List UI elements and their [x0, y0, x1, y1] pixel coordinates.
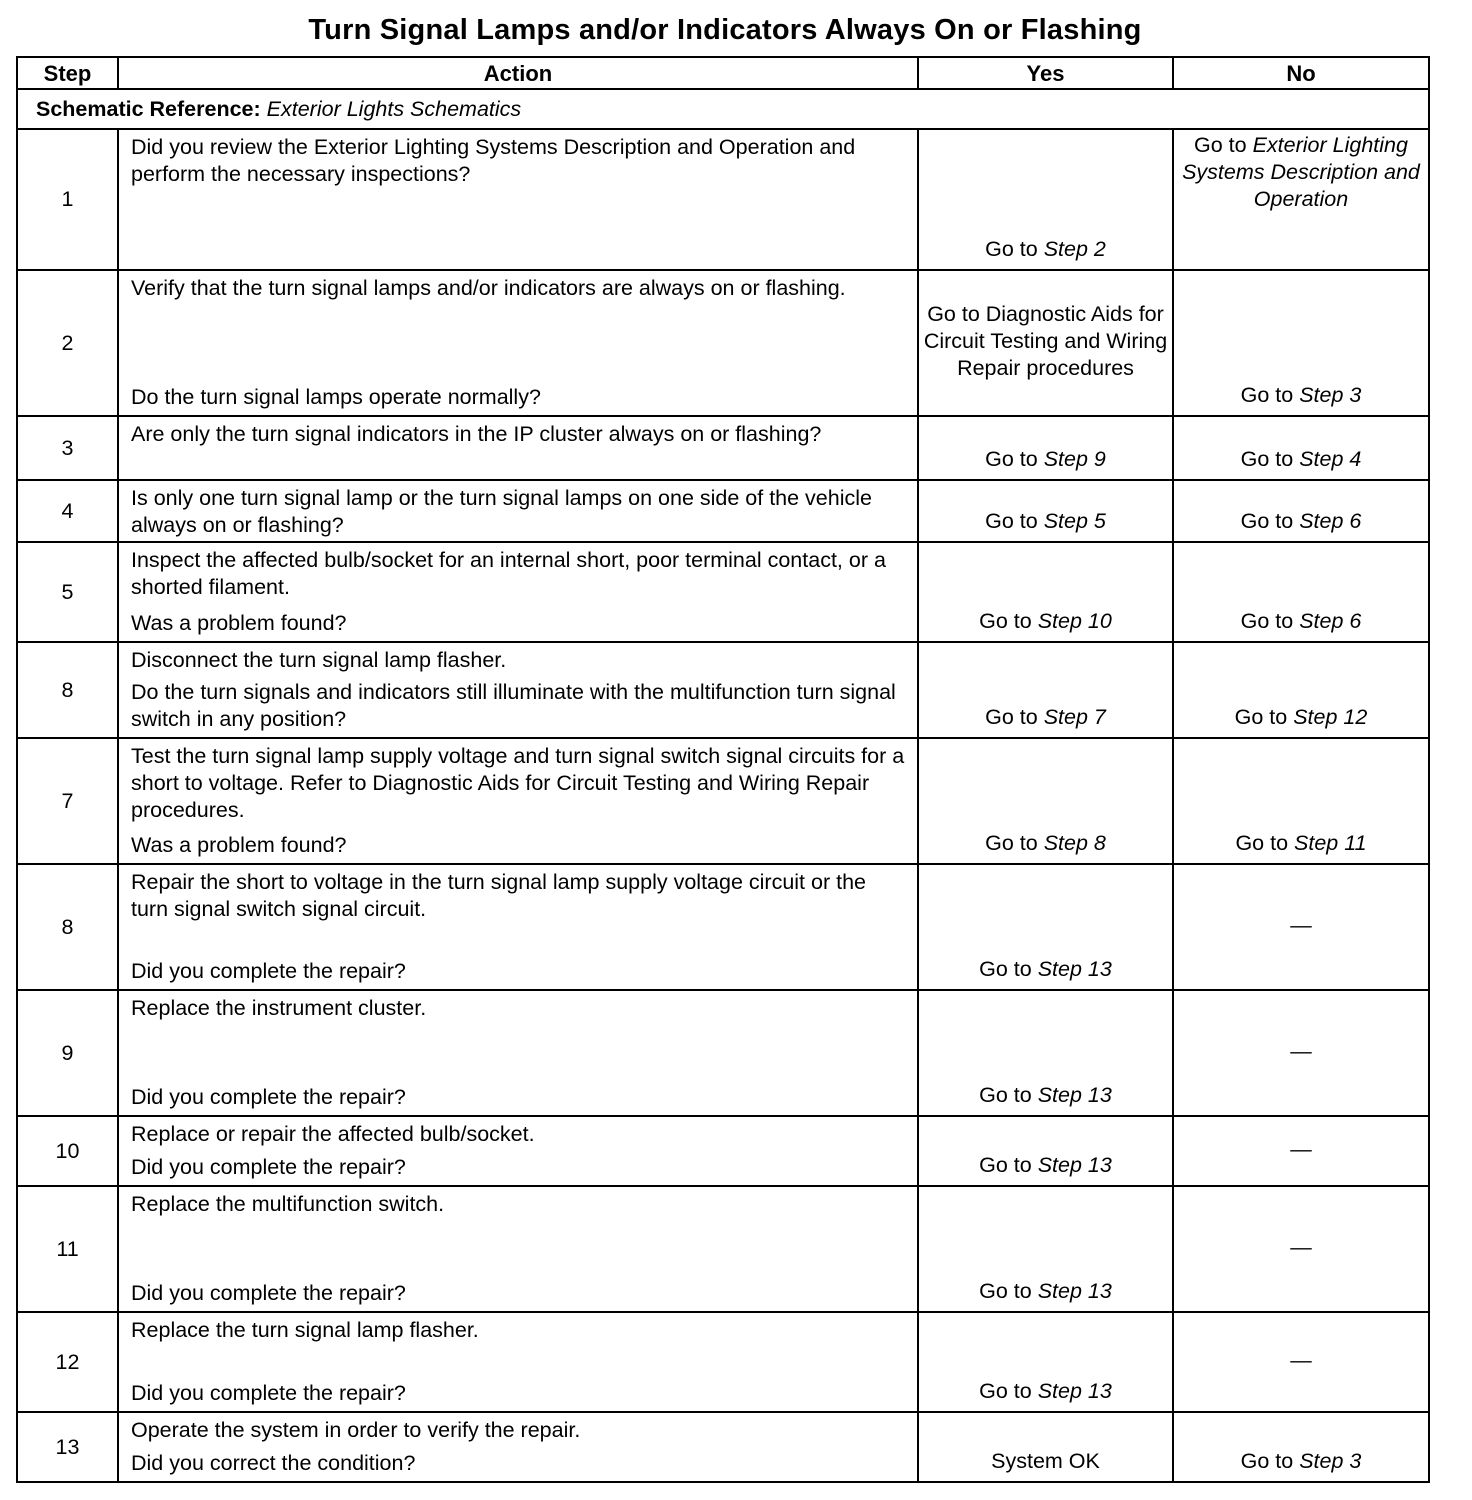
no-step-link: Step 3 [1299, 383, 1362, 407]
action-text: Operate the system in order to verify the repair. [131, 1418, 581, 1442]
diagnostic-table [16, 56, 1430, 1483]
no-cell [1173, 864, 1429, 990]
action-question: Did you complete the repair? [131, 1085, 406, 1109]
no-cell [1173, 1312, 1429, 1412]
action-cell [118, 480, 918, 542]
no-step-link: Step 6 [1299, 509, 1362, 533]
step-number: 2 [17, 270, 118, 416]
action-cell [118, 642, 918, 738]
no-cell [1173, 642, 1429, 738]
action-text: Disconnect the turn signal lamp flasher. [131, 648, 507, 672]
schematic-reference-label: Schematic Reference: [36, 96, 261, 121]
no-text: Go to [1240, 447, 1294, 471]
yes-cell [918, 416, 1173, 480]
action-cell [118, 416, 918, 480]
schematic-reference-row [17, 89, 1429, 129]
no-step-link: Step 4 [1299, 447, 1362, 471]
yes-cell [918, 1412, 1173, 1482]
action-text: Verify that the turn signal lamps and/or indicators are always on or flashing. [131, 276, 846, 300]
yes-step-link: Step 8 [1043, 831, 1106, 855]
yes-cell [918, 542, 1173, 642]
action-question: Did you complete the repair? [131, 1381, 406, 1405]
step-number: 1 [17, 129, 118, 270]
action-cell [118, 1116, 918, 1186]
header-yes: Yes [918, 57, 1173, 89]
action-text: Replace or repair the affected bulb/socket. [131, 1122, 535, 1146]
action-cell [118, 864, 918, 990]
yes-cell [918, 738, 1173, 864]
table-row [17, 480, 1429, 542]
action-cell [118, 990, 918, 1116]
no-step-link: Step 6 [1299, 609, 1362, 633]
no-cell [1173, 1186, 1429, 1312]
no-text: Go to [1240, 1449, 1294, 1473]
yes-text: Go to [979, 1279, 1032, 1303]
yes-text: System OK [991, 1449, 1100, 1473]
table-row [17, 642, 1429, 738]
yes-step-link: Step 9 [1043, 447, 1106, 471]
action-question: Do the turn signals and indicators still illuminate with the multifunction turn signal switch in any position? [131, 680, 896, 731]
no-text: Go to [1235, 831, 1289, 855]
action-question: Did you complete the repair? [131, 1155, 406, 1179]
action-cell [118, 129, 918, 270]
yes-cell [918, 129, 1173, 270]
no-cell [1173, 1116, 1429, 1186]
yes-text: Go to [979, 957, 1032, 981]
action-text: Is only one turn signal lamp or the turn signal lamps on one side of the vehicle always on or flashing? [131, 486, 872, 537]
yes-cell [918, 1186, 1173, 1312]
step-number: 8 [17, 642, 118, 738]
action-text: Replace the multifunction switch. [131, 1192, 445, 1216]
no-text: Go to [1234, 705, 1288, 729]
schematic-reference-link: Exterior Lights Schematics [266, 96, 522, 121]
no-cell [1173, 129, 1429, 270]
table-row [17, 270, 1429, 416]
schematic-reference [17, 89, 1429, 129]
no-cell [1173, 990, 1429, 1116]
yes-text: Go to [985, 447, 1038, 471]
table-row [17, 542, 1429, 642]
no-text: Go to [1240, 383, 1294, 407]
yes-text: Go to [979, 1379, 1032, 1403]
yes-text: Go to [985, 237, 1038, 261]
yes-step-link: Step 13 [1037, 1153, 1112, 1177]
action-question: Was a problem found? [131, 611, 347, 635]
table-header-row [17, 57, 1429, 89]
step-number: 10 [17, 1116, 118, 1186]
no-step-link: Step 3 [1299, 1449, 1362, 1473]
no-cell [1173, 1412, 1429, 1482]
action-text: Did you review the Exterior Lighting Systems Description and Operation and perform the necessary inspections? [131, 135, 856, 186]
yes-cell [918, 642, 1173, 738]
yes-text: Go to [985, 509, 1038, 533]
no-dash: — [1290, 1038, 1312, 1063]
yes-text: Go to [985, 705, 1038, 729]
step-number: 3 [17, 416, 118, 480]
table-row [17, 1186, 1429, 1312]
action-text: Inspect the affected bulb/socket for an internal short, poor terminal contact, or a shorted filament. [131, 548, 886, 599]
action-question: Do the turn signal lamps operate normally? [131, 385, 541, 409]
yes-cell [918, 864, 1173, 990]
table-row [17, 738, 1429, 864]
table-row [17, 1312, 1429, 1412]
yes-cell [918, 270, 1173, 416]
no-cell [1173, 542, 1429, 642]
action-text: Replace the turn signal lamp flasher. [131, 1318, 479, 1342]
yes-cell [918, 1312, 1173, 1412]
step-number: 8 [17, 864, 118, 990]
header-no: No [1173, 57, 1429, 89]
header-step: Step [17, 57, 118, 89]
no-cell [1173, 416, 1429, 480]
step-number: 11 [17, 1186, 118, 1312]
no-step-link: Step 11 [1294, 831, 1367, 855]
yes-step-link: Step 13 [1037, 1083, 1112, 1107]
action-cell [118, 542, 918, 642]
yes-step-link: Step 7 [1043, 705, 1106, 729]
table-row [17, 864, 1429, 990]
action-cell [118, 1186, 918, 1312]
no-step-link: Step 12 [1293, 705, 1368, 729]
yes-cell [918, 480, 1173, 542]
yes-text: Go to Diagnostic Aids for Circuit Testing and Wiring Repair procedures [923, 301, 1168, 380]
step-number: 12 [17, 1312, 118, 1412]
step-number: 4 [17, 480, 118, 542]
no-cell [1173, 738, 1429, 864]
action-cell [118, 270, 918, 416]
yes-step-link: Step 2 [1043, 237, 1106, 261]
table-row [17, 1412, 1429, 1482]
action-cell [118, 1312, 918, 1412]
no-cell [1173, 270, 1429, 416]
no-text: Go to [1240, 509, 1294, 533]
no-text: Go to [1240, 609, 1294, 633]
yes-step-link: Step 5 [1043, 509, 1106, 533]
action-text: Test the turn signal lamp supply voltage and turn signal switch signal circuits for a short to voltage. Refer to Diagnostic Aids for Circuit Testing and Wiring Repair procedures. [131, 744, 905, 822]
yes-text: Go to [979, 609, 1032, 633]
action-question: Did you complete the repair? [131, 959, 406, 983]
step-number: 9 [17, 990, 118, 1116]
no-cell [1173, 480, 1429, 542]
no-dash: — [1290, 1136, 1312, 1161]
header-action: Action [118, 57, 918, 89]
page-title: Turn Signal Lamps and/or Indicators Always On or Flashing [308, 14, 1142, 46]
action-text: Replace the instrument cluster. [131, 996, 427, 1020]
action-cell [118, 1412, 918, 1482]
yes-cell [918, 1116, 1173, 1186]
step-number: 5 [17, 542, 118, 642]
yes-step-link: Step 10 [1037, 609, 1112, 633]
action-text: Are only the turn signal indicators in the IP cluster always on or flashing? [131, 422, 822, 446]
yes-step-link: Step 13 [1037, 1379, 1112, 1403]
action-text: Repair the short to voltage in the turn signal lamp supply voltage circuit or the turn signal switch signal circuit. [131, 870, 866, 921]
no-dash: — [1290, 1234, 1312, 1259]
step-number: 7 [17, 738, 118, 864]
action-question: Did you complete the repair? [131, 1281, 406, 1305]
step-number: 13 [17, 1412, 118, 1482]
no-dash: — [1290, 1347, 1312, 1372]
no-step-link: Exterior Lighting Systems Description and Operation [1182, 133, 1420, 211]
table-row [17, 129, 1429, 270]
no-text: Go to [1194, 133, 1247, 157]
yes-step-link: Step 13 [1037, 957, 1112, 981]
yes-text: Go to [979, 1153, 1032, 1177]
no-dash: — [1290, 912, 1312, 937]
action-question: Did you correct the condition? [131, 1451, 416, 1475]
yes-text: Go to [979, 1083, 1032, 1107]
action-cell [118, 738, 918, 864]
yes-step-link: Step 13 [1037, 1279, 1112, 1303]
action-question: Was a problem found? [131, 833, 347, 857]
table-row [17, 1116, 1429, 1186]
yes-text: Go to [985, 831, 1038, 855]
table-row [17, 990, 1429, 1116]
yes-cell [918, 990, 1173, 1116]
table-row [17, 416, 1429, 480]
